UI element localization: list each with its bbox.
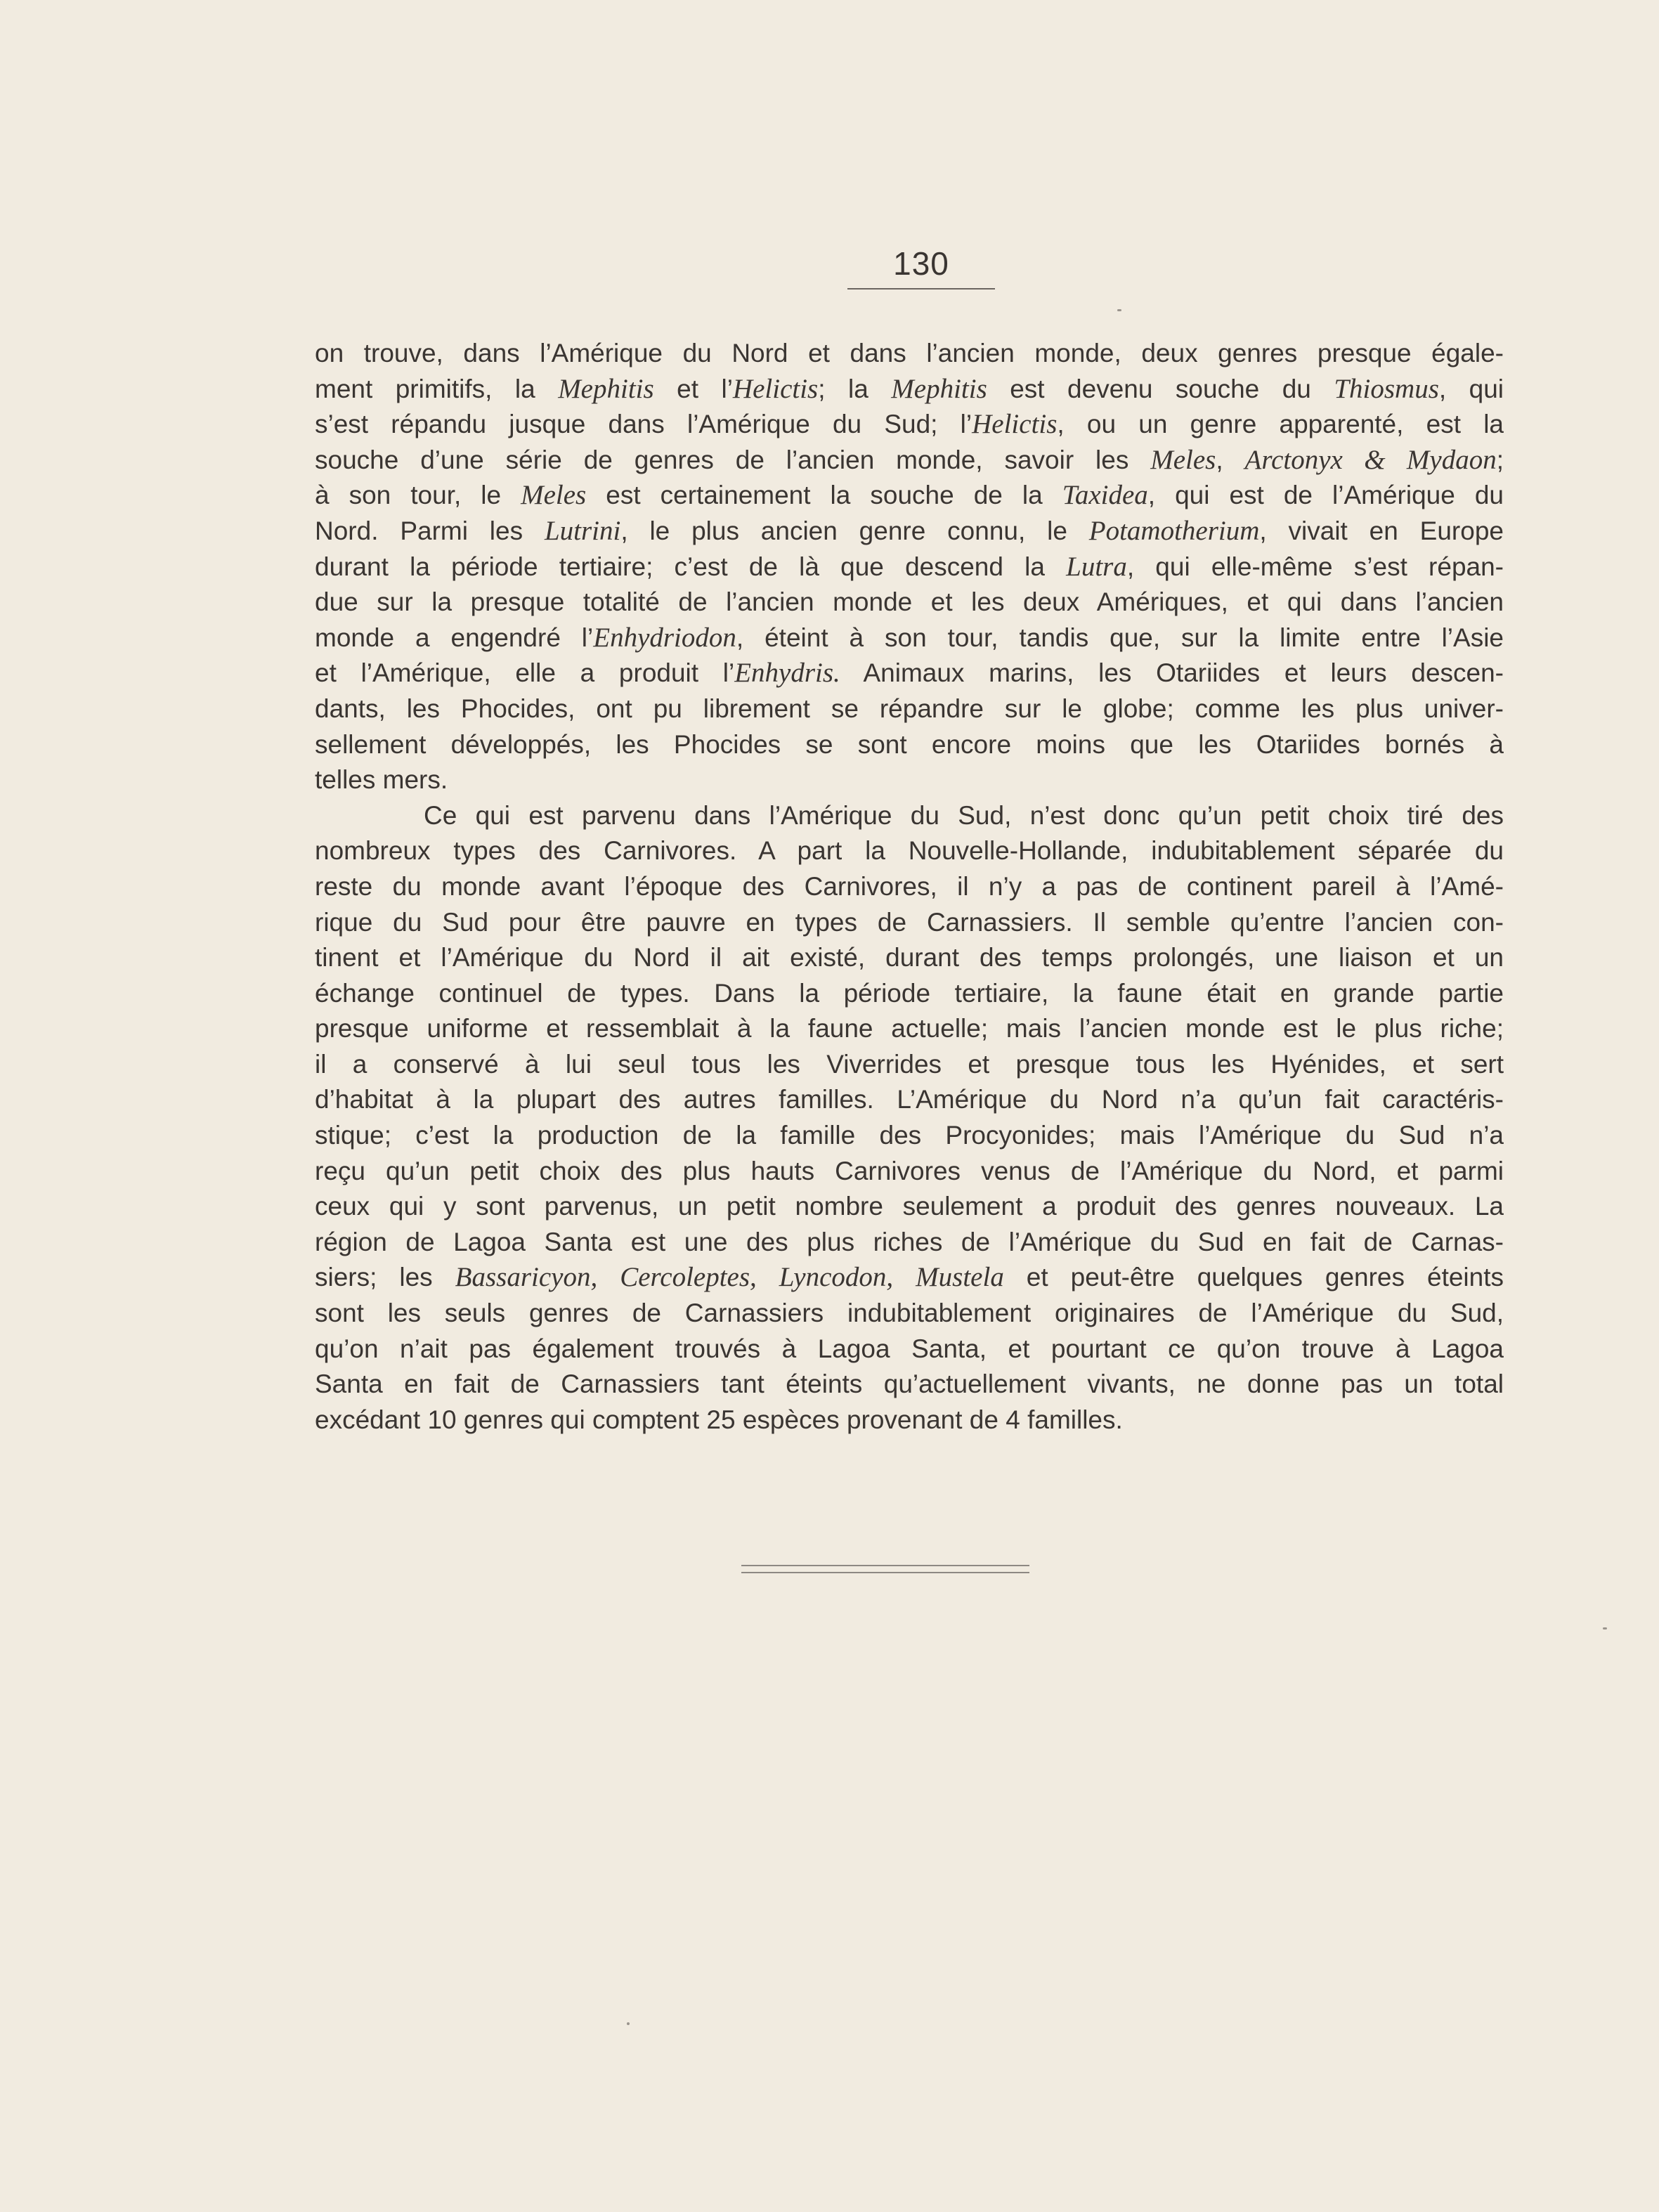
text-line: souche d’une série de genres de l’ancien monde, savoir les Meles, Arctonyx & Mydaon; [315,444,1504,475]
text-line: excédant 10 genres qui comptent 25 espèces provenant de 4 familles. [315,1405,1123,1434]
text-line: reste du monde avant l’époque des Carnivores, il n’y a pas de continent pareil à l’Amé- [315,871,1504,901]
text-line: monde a engendré l’Enhydriodon, éteint à son tour, tandis que, sur la limite entre l’Asie [315,622,1504,653]
text-line: Nord. Parmi les Lutrini, le plus ancien genre connu, le Potamotherium, vivait en Europe [315,515,1504,546]
text-line: tinent et l’Amérique du Nord il ait existé, durant des temps prolongés, une liaison et un [315,943,1504,972]
paper-speck [1117,309,1121,311]
paper-speck [627,2022,630,2025]
page-number: 130 [893,245,949,282]
text-line: Ce qui est parvenu dans l’Amérique du Sud, n’est donc qu’un petit choix tiré des [424,800,1504,830]
text-line: échange continuel de types. Dans la période tertiaire, la faune était en grande partie [315,978,1504,1008]
text-line: due sur la presque totalité de l’ancien monde et les deux Amériques, et qui dans l’ancien [315,587,1504,617]
text-line: sellement développés, les Phocides se sont encore moins que les Otariides bornés à [315,729,1504,759]
text-line: ceux qui y sont parvenus, un petit nombre seulement a produit des genres nouveaux. La [315,1192,1504,1221]
text-line: ment primitifs, la Mephitis et l’Helictis; la Mephitis est devenu souche du Thiosmus, qui [315,373,1504,404]
paragraph-1 [315,336,1504,798]
text-line: d’habitat à la plupart des autres familles. L’Amérique du Nord n’a qu’un fait caractéris- [315,1085,1504,1114]
text-line: à son tour, le Meles est certainement la souche de la Taxidea, qui est de l’Amérique du [315,480,1504,511]
text-line: rique du Sud pour être pauvre en types de Carnassiers. Il semble qu’entre l’ancien con- [315,907,1504,937]
paper-speck [1603,1627,1607,1629]
text-line: qu’on n’ait pas également trouvés à Lagoa Santa, et pourtant ce qu’on trouve à Lagoa [315,1334,1504,1363]
text-line: presque uniforme et ressemblait à la faune actuelle; mais l’ancien monde est le plus riche; [315,1014,1504,1043]
paragraph-2 [315,798,1504,1438]
text-line: stique; c’est la production de la famille des Procyonides; mais l’Amérique du Sud n’a [315,1121,1504,1150]
text-line: et l’Amérique, elle a produit l’Enhydris. Animaux marins, les Otariides et leurs descen- [315,658,1504,689]
body-text [315,336,1504,1438]
text-line: siers; les Bassaricyon, Cercoleptes, Lyncodon, Mustela et peut-être quelques genres éteints [315,1262,1504,1293]
text-line: durant la période tertiaire; c’est de là que descend la Lutra, qui elle-même s’est répan- [315,551,1504,582]
text-line: région de Lagoa Santa est une des plus riches de l’Amérique du Sud en fait de Carnas- [315,1227,1504,1256]
text-line: sont les seuls genres de Carnassiers indubitablement originaires de l’Amérique du Sud, [315,1299,1504,1328]
text-line: Santa en fait de Carnassiers tant éteints qu’actuellement vivants, ne donne pas un total [315,1370,1504,1399]
text-line: reçu qu’un petit choix des plus hauts Carnivores venus de l’Amérique du Nord, et parmi [315,1156,1504,1185]
text-line: dants, les Phocides, ont pu librement se répandre sur le globe; comme les plus univer- [315,694,1504,723]
text-line: s’est répandu jusque dans l’Amérique du Sud; l’Helictis, ou un genre apparenté, est la [315,409,1504,440]
text-line: nombreux types des Carnivores. A part la Nouvelle-Hollande, indubitablement séparée du [315,836,1504,866]
page-number-underline [847,288,995,289]
text-line: telles mers. [315,765,448,795]
text-line: on trouve, dans l’Amérique du Nord et dans l’ancien monde, deux genres presque égale- [315,339,1504,367]
end-of-chapter-rule [741,1565,1029,1573]
text-line: il a conservé à lui seul tous les Viverrides et presque tous les Hyénides, et sert [315,1049,1504,1079]
